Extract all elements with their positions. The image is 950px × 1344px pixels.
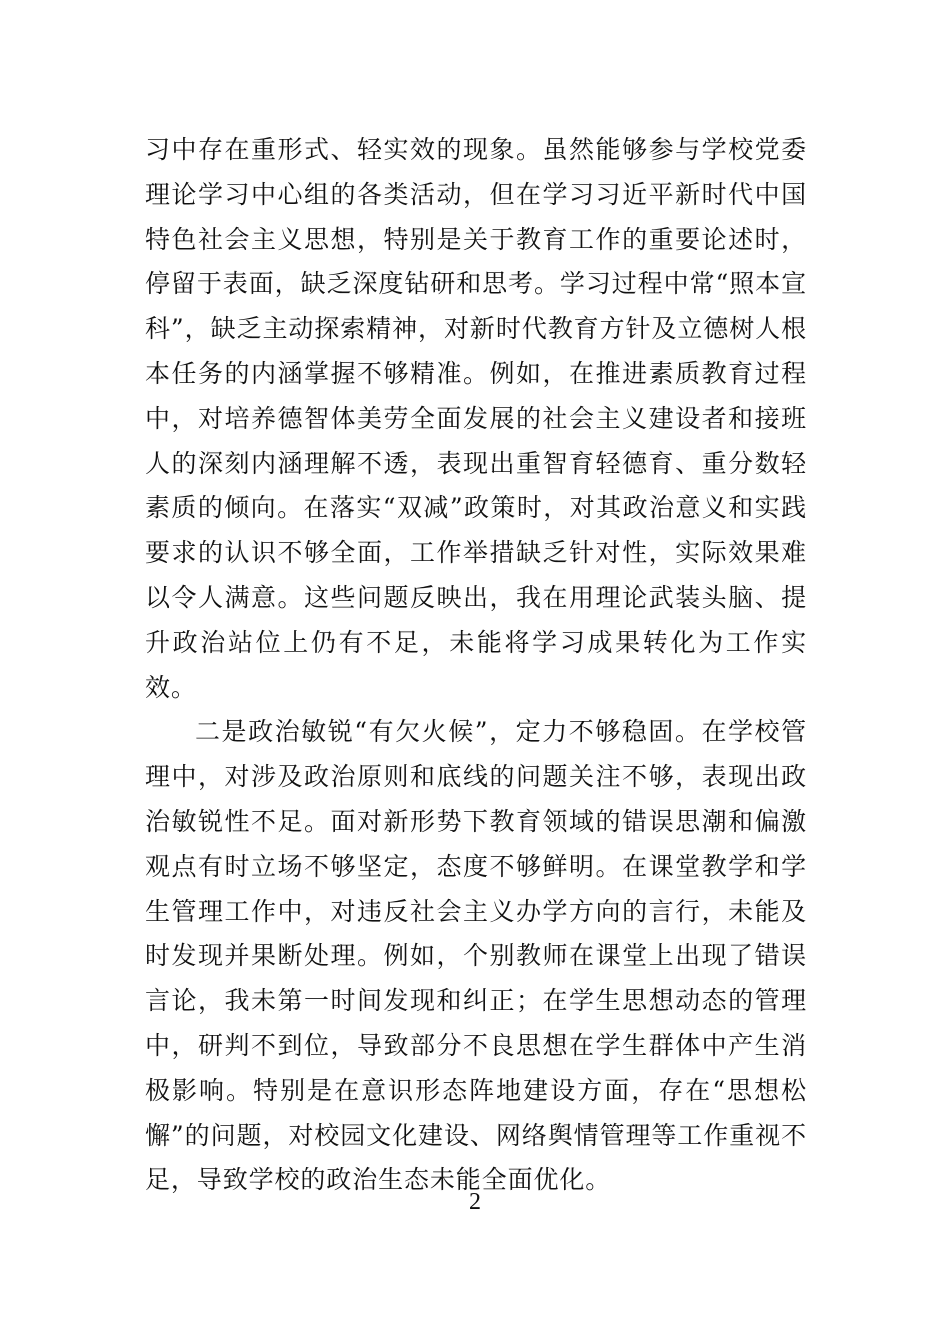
body-text	[145, 128, 807, 1203]
page-number: 2	[469, 1189, 481, 1215]
paragraph-1: 习中存在重形式、轻实效的现象。虽然能够参与学校党委理论学习中心组的各类活动，但在学习习近平新时代中国特色社会主义思想，特别是关于教育工作的重要论述时，停留于表面，缺乏深度钻研和思考。学习过程中常“照本宣科”，缺乏主动探索精神，对新时代教育方针及立德树人根本任务的内涵掌握不够精准。例如，在推进素质教育过程中，对培养德智体美劳全面发展的社会主义建设者和接班人的深刻内涵理解不透，表现出重智育轻德育、重分数轻素质的倾向。在落实“双减”政策时，对其政治意义和实践要求的认识不够全面，工作举措缺乏针对性，实际效果难以令人满意。这些问题反映出，我在用理论武装头脑、提升政治站位上仍有不足，未能将学习成果转化为工作实效。	[145, 135, 807, 702]
paragraph-2: 二是政治敏锐“有欠火候”，定力不够稳固。在学校管理中，对涉及政治原则和底线的问题关注不够，表现出政治敏锐性不足。面对新形势下教育领域的错误思潮和偏激观点有时立场不够坚定，态度不够鲜明。在课堂教学和学生管理工作中，对违反社会主义办学方向的言行，未能及时发现并果断处理。例如，个别教师在课堂上出现了错误言论，我未第一时间发现和纠正；在学生思想动态的管理中，研判不到位，导致部分不良思想在学生群体中产生消极影响。特别是在意识形态阵地建设方面，存在“思想松懈”的问题，对校园文化建设、网络舆情管理等工作重视不足，导致学校的政治生态未能全面优化。	[145, 717, 807, 1195]
